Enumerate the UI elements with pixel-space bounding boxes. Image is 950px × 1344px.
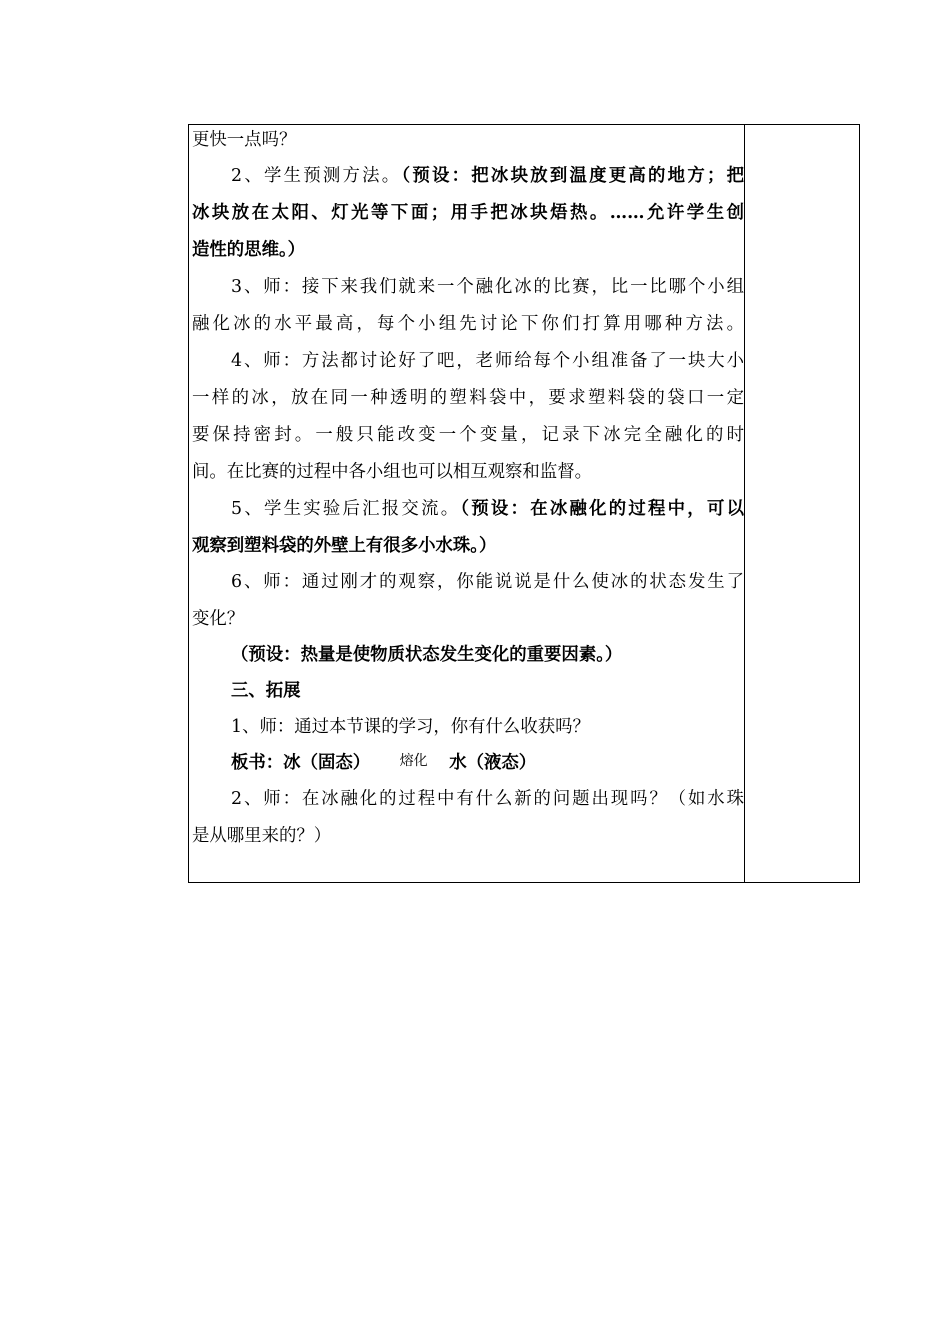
line-11: 5、学生实验后汇报交流。（预设：在冰融化的过程中，可以 (231, 499, 744, 519)
line-9: 要保持密封。一般只能改变一个变量，记录下冰完全融化的时 (192, 425, 744, 445)
section-heading: 三、拓展 (231, 681, 301, 701)
line-17: 1、师：通过本节课的学习，你有什么收获吗？ (231, 717, 590, 737)
line-3: 冰块放在太阳、灯光等下面；用手把冰块焐热。……允许学生创 (192, 203, 744, 223)
line-15: （预设：热量是使物质状态发生变化的重要因素。） (231, 645, 623, 665)
board-writing: 板书：冰（固态） 熔化 水（液态） (231, 753, 537, 773)
line-20: 是从哪里来的？） (192, 826, 332, 846)
line-4: 造性的思维。） (192, 240, 306, 260)
line-1: 更快一点吗？ (192, 130, 297, 150)
line-13: 6、师：通过刚才的观察，你能说说是什么使冰的状态发生了 (231, 572, 744, 592)
lesson-content-cell (189, 125, 745, 882)
line-19: 2、师：在冰融化的过程中有什么新的问题出现吗？（如水珠 (231, 789, 744, 809)
lesson-table (188, 124, 860, 883)
line-12: 观察到塑料袋的外壁上有很多小水珠。） (192, 536, 497, 556)
line-6: 融化冰的水平最高，每个小组先讨论下你们打算用哪种方法。 (192, 314, 744, 334)
melting-label: 熔化 (399, 753, 428, 769)
line-10: 间。在比赛的过程中各小组也可以相互观察和监督。 (192, 462, 592, 482)
line-7: 4、师：方法都讨论好了吧，老师给每个小组准备了一块大小 (231, 351, 744, 371)
notes-cell (745, 125, 859, 882)
line-5: 3、师：接下来我们就来一个融化冰的比赛，比一比哪个小组 (231, 277, 744, 297)
line-14: 变化？ (192, 609, 245, 629)
line-8: 一样的冰，放在同一种透明的塑料袋中，要求塑料袋的袋口一定 (192, 388, 744, 408)
line-2: 2、学生预测方法。（预设：把冰块放到温度更高的地方；把 (231, 166, 744, 186)
